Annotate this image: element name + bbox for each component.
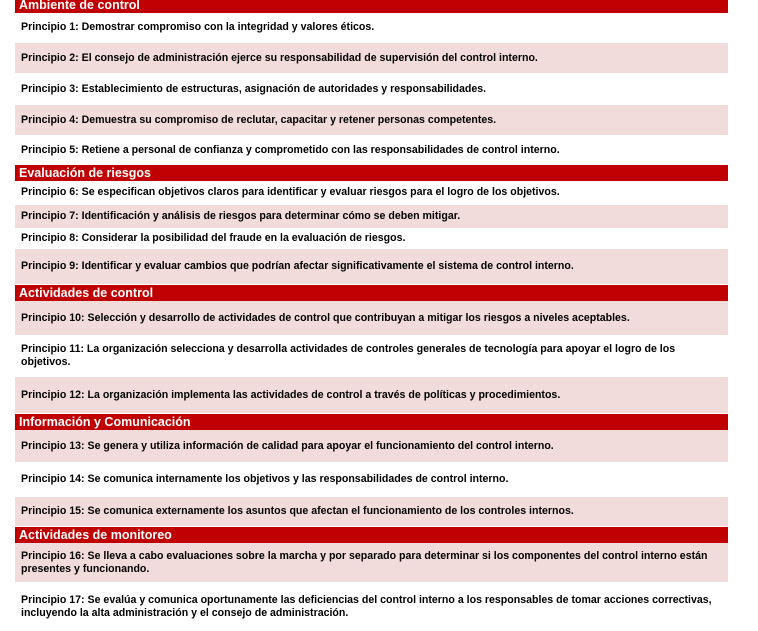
principle-row-5 bbox=[15, 136, 728, 165]
principle-text: Principio 9: Identificar y evaluar cambios que podrían afectar significativamente el sistema de control interno. bbox=[21, 260, 574, 272]
principle-text: Principio 17: Se evalúa y comunica oportunamente las deficiencias del control interno a los responsables de tomar acciones correctivas, incluyendo la alta administración y el consejo de administración. bbox=[21, 593, 712, 619]
section-header-ambiente-de-control: Ambiente de control bbox=[15, 0, 728, 13]
principle-row-8 bbox=[15, 229, 728, 249]
principle-text: Principio 1: Demostrar compromiso con la integridad y valores éticos. bbox=[21, 21, 375, 33]
principle-text: Principio 7: Identificación y análisis de riesgos para determinar cómo se deben mitigar. bbox=[21, 210, 461, 222]
principle-row-4 bbox=[15, 105, 728, 136]
principle-text: Principio 8: Considerar la posibilidad del fraude en la evaluación de riesgos. bbox=[21, 232, 406, 244]
principle-row-11 bbox=[15, 336, 728, 377]
principle-row-6 bbox=[15, 181, 728, 205]
principle-text: Principio 5: Retiene a personal de confianza y comprometido con las responsabilidades de control interno. bbox=[21, 143, 560, 156]
principle-text: Principio 2: El consejo de administración ejerce su responsabilidad de supervisión del control interno. bbox=[21, 51, 538, 64]
principle-text: Principio 3: Establecimiento de estructuras, asignación de autoridades y responsabilidades. bbox=[21, 82, 487, 95]
principle-text: Principio 13: Se genera y utiliza información de calidad para apoyar el funcionamiento del control interno. bbox=[21, 439, 554, 452]
principle-text: Principio 16: Se lleva a cabo evaluaciones sobre la marcha y por separado para determinar si los componentes del control interno están presentes y funcionando. bbox=[21, 549, 708, 575]
principle-row-14 bbox=[15, 463, 728, 497]
principle-row-7 bbox=[15, 205, 728, 229]
principle-text: Principio 12: La organización implementa las actividades de control a través de políticas y procedimientos. bbox=[21, 388, 561, 401]
principle-row-10 bbox=[15, 301, 728, 336]
section-header-actividades-de-monitoreo: Actividades de monitoreo bbox=[15, 527, 728, 543]
principle-row-16 bbox=[15, 543, 728, 583]
principle-row-2 bbox=[15, 43, 728, 74]
principle-text: Principio 11: La organización selecciona y desarrolla actividades de controles generales de tecnología para apoyar el logro de los objetivos. bbox=[21, 343, 676, 368]
principle-text: Principio 4: Demuestra su compromiso de reclutar, capacitar y retener personas competentes. bbox=[21, 113, 497, 126]
principle-row-3 bbox=[15, 74, 728, 105]
principle-row-12 bbox=[15, 377, 728, 414]
section-header-actividades-de-control: Actividades de control bbox=[15, 285, 728, 301]
principle-row-13 bbox=[15, 430, 728, 463]
principle-text: Principio 6: Se especifican objetivos claros para identificar y evaluar riesgos para el logro de los objetivos. bbox=[21, 186, 560, 198]
principle-text: Principio 15: Se comunica externamente los asuntos que afectan el funcionamiento de los controles internos. bbox=[21, 505, 574, 517]
section-header-evaluacion-de-riesgos: Evaluación de riesgos bbox=[15, 165, 728, 181]
principles-table bbox=[15, 0, 728, 631]
principle-row-17 bbox=[15, 583, 728, 631]
principle-row-9 bbox=[15, 249, 728, 285]
section-header-informacion-y-comunicacion: Información y Comunicación bbox=[15, 414, 728, 430]
principle-row-15 bbox=[15, 497, 728, 527]
principle-text: Principio 14: Se comunica internamente los objetivos y las responsabilidades de control interno. bbox=[21, 473, 509, 485]
principle-row-1 bbox=[15, 13, 728, 43]
principle-text: Principio 10: Selección y desarrollo de actividades de control que contribuyan a mitigar los riesgos a niveles aceptables. bbox=[21, 311, 630, 324]
